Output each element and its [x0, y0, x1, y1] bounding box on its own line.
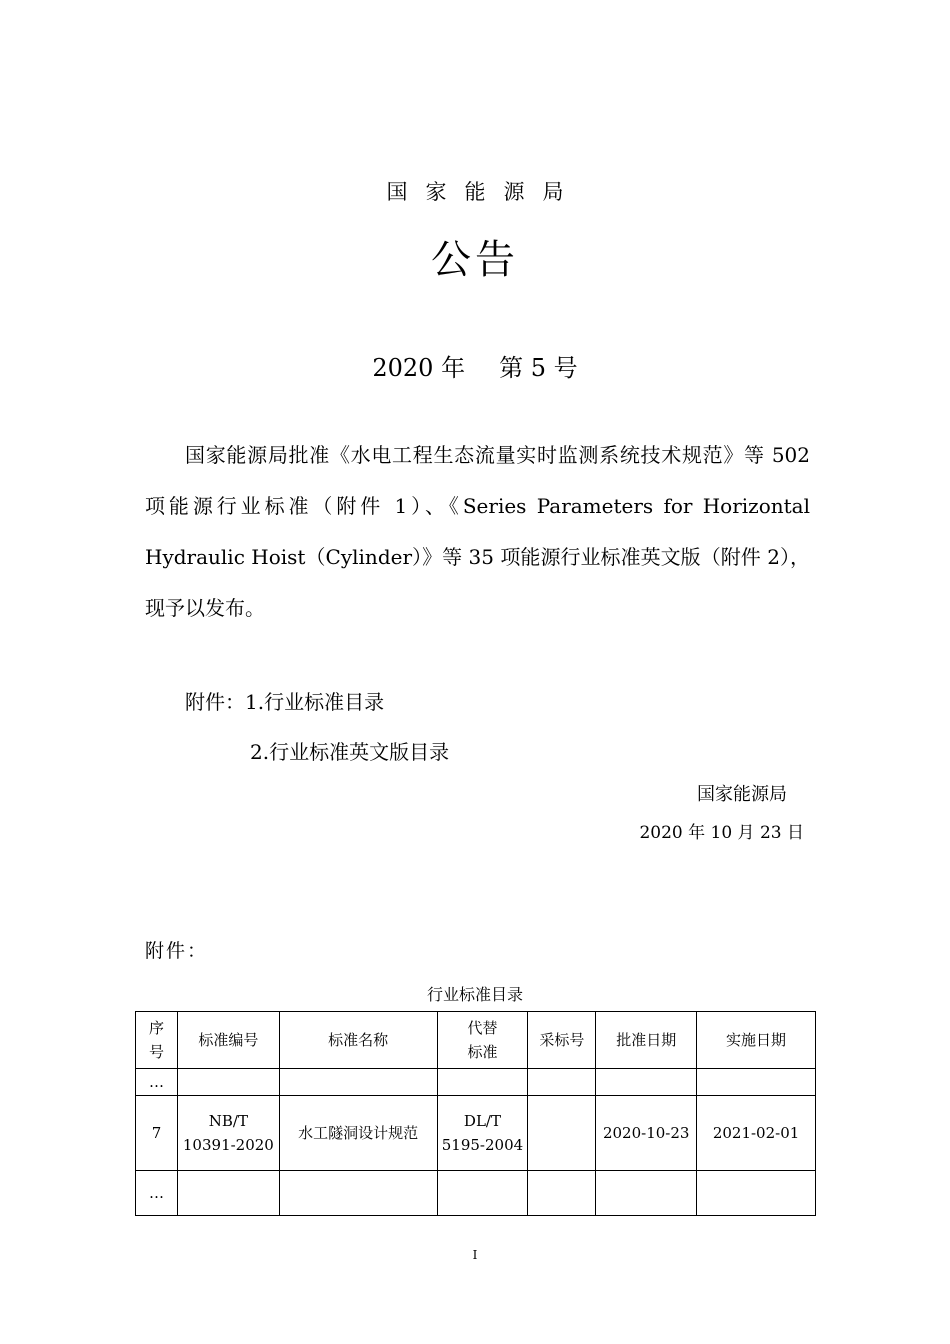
- table-header-row: [136, 1012, 816, 1069]
- cell-serial: 7: [136, 1096, 178, 1171]
- page-title: 公告: [431, 237, 519, 283]
- attachment-line-2: 2.行业标准英文版目录: [250, 740, 450, 764]
- signature-date: 2020 年 10 月 23 日: [639, 823, 804, 843]
- header-approval-date: 批准日期: [596, 1012, 697, 1069]
- document-number: [0, 348, 950, 383]
- attachment-line-1: 附件：1.行业标准目录: [185, 690, 385, 714]
- cell-adopted-standard: [528, 1069, 596, 1096]
- cell-approval-date: [596, 1171, 697, 1216]
- cell-approval-date: [596, 1069, 697, 1096]
- announcement-paragraph: 国家能源局批准《水电工程生态流量实时监测系统技术规范》等 502 项能源行业标准（附件 1）、《Series Parameters for Horizontal Hydraulic Hoist（Cylinder）》等 35 项能源行业标准英文版（附件 2），现予以发布。: [145, 443, 810, 620]
- header-standard-name: 标准名称: [279, 1012, 437, 1069]
- cell-effective-date: 2021-02-01: [697, 1096, 816, 1171]
- issuer-heading: 国家能源局: [386, 180, 582, 204]
- header-effective-date: 实施日期: [697, 1012, 816, 1069]
- cell-adopted-standard: [528, 1096, 596, 1171]
- cell-effective-date: [697, 1069, 816, 1096]
- cell-standard-name: [279, 1069, 437, 1096]
- signature-org: 国家能源局: [697, 784, 787, 805]
- cell-replaced-standard: [437, 1069, 528, 1096]
- table-row: [136, 1171, 816, 1216]
- standards-catalog-table: [135, 1011, 816, 1216]
- cell-approval-date: 2020-10-23: [596, 1096, 697, 1171]
- document-year: 2020 年: [372, 354, 466, 382]
- cell-effective-date: [697, 1171, 816, 1216]
- cell-serial: …: [136, 1171, 178, 1216]
- table-title: 行业标准目录: [426, 985, 523, 1004]
- header-serial: 序 号: [136, 1012, 178, 1069]
- cell-standard-number: [177, 1069, 279, 1096]
- cell-standard-name: 水工隧洞设计规范: [279, 1096, 437, 1171]
- cell-adopted-standard: [528, 1171, 596, 1216]
- document-issue-number: 第 5 号: [499, 354, 578, 382]
- table-row: [136, 1069, 816, 1096]
- cell-standard-number: NB/T 10391-2020: [177, 1096, 279, 1171]
- cell-standard-name: [279, 1171, 437, 1216]
- cell-serial: …: [136, 1069, 178, 1096]
- header-standard-number: 标准编号: [177, 1012, 279, 1069]
- cell-replaced-standard: [437, 1171, 528, 1216]
- header-adopted-standard: 采标号: [528, 1012, 596, 1069]
- header-replaced-standard: 代替 标准: [437, 1012, 528, 1069]
- table-row: [136, 1096, 816, 1171]
- attachment-label: 附件：: [145, 940, 209, 962]
- cell-replaced-standard: DL/T 5195-2004: [437, 1096, 528, 1171]
- page-number: I: [472, 1248, 478, 1262]
- cell-standard-number: [177, 1171, 279, 1216]
